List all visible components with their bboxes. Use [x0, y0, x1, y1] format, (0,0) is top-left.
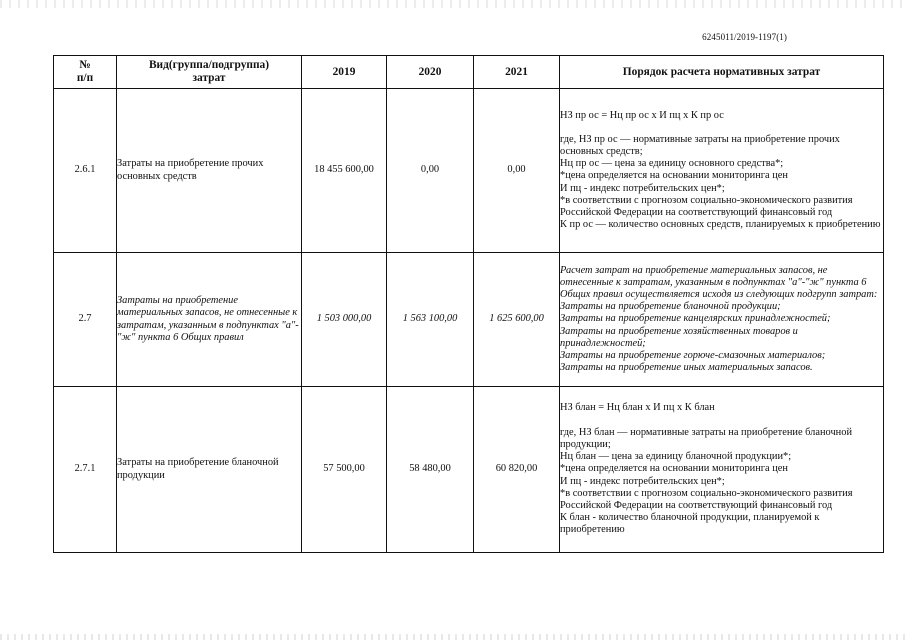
calc-formula: НЗ пр ос = Нц пр ос х И пц х К пр ос — [560, 109, 724, 121]
calc-line: К блан - количество бланочной продукции, планируемой к приобретению — [560, 512, 820, 536]
calc-line: *цена определяется на основании мониторинга цен — [560, 170, 788, 182]
row-value-2020: 1 563 100,00 — [387, 253, 474, 387]
cost-table — [53, 55, 884, 553]
calc-line: где, НЗ блан — нормативные затраты на приобретение бланочной продукции; — [560, 426, 853, 450]
calc-line: *в соответствии с прогнозом социально-экономического развития Российской Федерации на соответствующий финансовый год — [560, 487, 853, 511]
table-header-row — [54, 56, 884, 89]
row-calc — [560, 253, 884, 387]
calc-line: Затраты на приобретение горюче-смазочных материалов; — [560, 350, 826, 361]
header-num-line2: п/п — [76, 72, 94, 84]
row-value-2019: 18 455 600,00 — [302, 89, 387, 253]
row-num: 2.7 — [54, 253, 117, 387]
calc-line: К пр ос — количество основных средств, планируемых к приобретению — [560, 219, 881, 231]
calc-line: И пц - индекс потребительских цен*; — [560, 475, 725, 487]
header-num-line1: № — [79, 59, 91, 71]
document-id: 6245011/2019-1197(1) — [702, 32, 787, 42]
table-row — [54, 387, 884, 553]
header-type-line2: затрат — [192, 72, 226, 84]
header-num — [54, 56, 117, 89]
header-type — [117, 56, 302, 89]
header-type-line1: Вид(группа/подгруппа) — [148, 59, 270, 71]
calc-line: Затраты на приобретение иных материальных запасов. — [560, 362, 813, 374]
row-value-2019: 1 503 000,00 — [302, 253, 387, 387]
calc-formula: НЗ блан = Нц блан х И пц х К блан — [560, 402, 715, 414]
calc-line: Расчет затрат на приобретение материальных запасов, не отнесенные к затратам, указанным в подпунктах "а"-"ж" пункта 6 Общих правил осуществляется исходя из следующих подгрупп затрат: — [560, 264, 878, 300]
row-type: Затраты на приобретение прочих основных средств — [117, 89, 302, 253]
row-calc — [560, 89, 884, 253]
row-value-2020: 58 480,00 — [387, 387, 474, 553]
header-calc: Порядок расчета нормативных затрат — [560, 56, 884, 89]
calc-line: Затраты на приобретение хозяйственных товаров и принадлежностей; — [560, 325, 798, 349]
row-num: 2.6.1 — [54, 89, 117, 253]
calc-line: *в соответствии с прогнозом социально-экономического развития Российской Федерации на соответствующий финансовый год — [560, 194, 853, 218]
scan-artifact-top — [0, 0, 905, 8]
calc-line: Затраты на приобретение бланочной продукции; — [560, 301, 781, 313]
calc-line: где, НЗ пр ос — нормативные затраты на приобретение прочих основных средств; — [560, 133, 840, 157]
calc-line: И пц - индекс потребительских цен*; — [560, 182, 725, 194]
calc-line: *цена определяется на основании мониторинга цен — [560, 463, 788, 475]
row-value-2020: 0,00 — [387, 89, 474, 253]
row-calc — [560, 387, 884, 553]
calc-line: Затраты на приобретение канцелярских принадлежностей; — [560, 313, 831, 325]
calc-line: Нц пр ос — цена за единицу основного средства*; — [560, 158, 784, 170]
row-num: 2.7.1 — [54, 387, 117, 553]
row-type: Затраты на приобретение бланочной продукции — [117, 387, 302, 553]
header-2020: 2020 — [387, 56, 474, 89]
table-row — [54, 253, 884, 387]
scan-artifact-bottom — [0, 634, 905, 640]
header-2019: 2019 — [302, 56, 387, 89]
row-value-2021: 0,00 — [474, 89, 560, 253]
calc-line: Нц блан — цена за единицу бланочной продукции*; — [560, 451, 792, 463]
row-value-2019: 57 500,00 — [302, 387, 387, 553]
row-value-2021: 60 820,00 — [474, 387, 560, 553]
row-type: Затраты на приобретение материальных запасов, не отнесенные к затратам, указанным в подпунктах "а"-"ж" пункта 6 Общих правил — [117, 253, 302, 387]
row-value-2021: 1 625 600,00 — [474, 253, 560, 387]
table-row — [54, 89, 884, 253]
header-2021: 2021 — [474, 56, 560, 89]
